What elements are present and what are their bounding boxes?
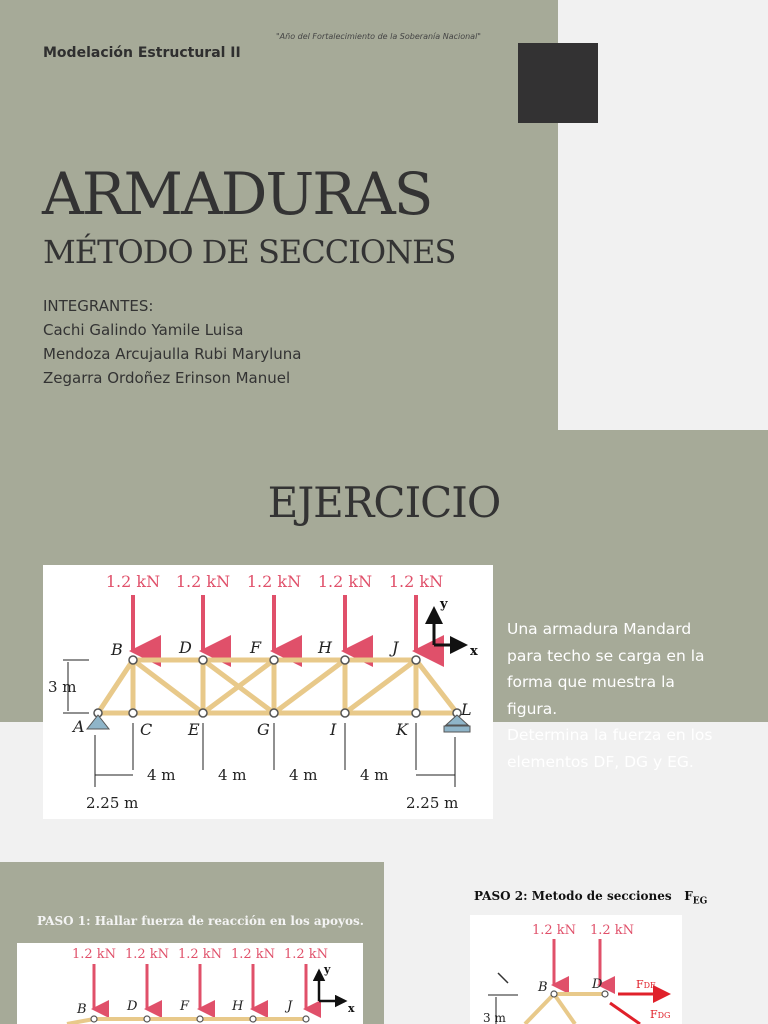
node-label: H bbox=[232, 999, 244, 1014]
problem-statement bbox=[507, 616, 757, 775]
step2-title bbox=[474, 889, 707, 906]
node-label: B bbox=[538, 980, 548, 995]
node-label: G bbox=[257, 720, 270, 739]
node-label: I bbox=[330, 720, 337, 739]
load-label: 1.2 kN bbox=[177, 947, 223, 962]
page-title: ARMADURAS bbox=[42, 160, 432, 228]
axes-icon bbox=[434, 609, 465, 645]
load-label: 1.2 kN bbox=[531, 923, 577, 938]
force-label: FDF bbox=[636, 978, 656, 991]
step2-figure bbox=[470, 915, 682, 1024]
exercise-title: EJERCICIO bbox=[267, 478, 501, 527]
step2-diagram bbox=[470, 915, 682, 1024]
span-label: 4 m bbox=[360, 766, 389, 784]
step2-force: F bbox=[684, 889, 693, 903]
span-label: 4 m bbox=[218, 766, 247, 784]
node-label: J bbox=[287, 999, 293, 1014]
load-label: 1.2 kN bbox=[71, 947, 117, 962]
pin-support-icon bbox=[87, 715, 109, 729]
load-label: 1.2 kN bbox=[124, 947, 170, 962]
step1-diagram bbox=[17, 943, 363, 1024]
load-label: 1.2 kN bbox=[589, 923, 635, 938]
end-label: 2.25 m bbox=[406, 794, 459, 812]
page-subtitle: MÉTODO DE SECCIONES bbox=[43, 233, 456, 271]
node-label: D bbox=[127, 999, 138, 1014]
load-label: 1.2 kN bbox=[230, 947, 276, 962]
load-label: 1.2 kN bbox=[246, 572, 302, 591]
node-label: L bbox=[461, 700, 472, 719]
member-name: Zegarra Ordoñez Erinson Manuel bbox=[43, 369, 291, 387]
statement-line: Determina la fuerza en los bbox=[507, 726, 713, 744]
node-label: F bbox=[250, 638, 262, 657]
node-label: J bbox=[392, 638, 399, 657]
step2-title-text: PASO 2: Metodo de secciones bbox=[474, 889, 672, 903]
statement-line: Una armadura Mandard bbox=[507, 620, 692, 638]
load-label: 1.2 kN bbox=[175, 572, 231, 591]
axes-icon bbox=[319, 971, 345, 1001]
statement-line: forma que muestra la bbox=[507, 673, 675, 691]
node-label: B bbox=[77, 1002, 87, 1017]
node-label: C bbox=[140, 720, 153, 739]
force-label: FDG bbox=[650, 1008, 671, 1021]
load-label: 1.2 kN bbox=[388, 572, 444, 591]
load-label: 1.2 kN bbox=[283, 947, 329, 962]
axis-x-label: x bbox=[348, 1002, 355, 1015]
axis-x-label: x bbox=[470, 644, 478, 659]
node-label: E bbox=[188, 720, 200, 739]
node-label: B bbox=[111, 640, 123, 659]
load-arrows bbox=[133, 595, 416, 651]
load-label: 1.2 kN bbox=[317, 572, 373, 591]
truss-figure bbox=[43, 565, 493, 819]
member-name: Cachi Galindo Yamile Luisa bbox=[43, 321, 244, 339]
truss-members bbox=[98, 660, 457, 713]
statement-line: figura. bbox=[507, 699, 558, 718]
axis-y-label: y bbox=[440, 597, 448, 612]
course-name: Modelación Estructural II bbox=[43, 45, 241, 61]
node-label: H bbox=[318, 638, 332, 657]
span-label: 4 m bbox=[147, 766, 176, 784]
statement-line: para techo se carga en la bbox=[507, 646, 705, 665]
member-name: Mendoza Arcujaulla Rubi Maryluna bbox=[43, 345, 302, 363]
node-label: D bbox=[179, 638, 192, 657]
decorative-square bbox=[518, 43, 598, 123]
axis-y-label: y bbox=[324, 963, 331, 976]
height-label: 3 m bbox=[48, 678, 77, 696]
span-label: 4 m bbox=[289, 766, 318, 784]
pointer-icon bbox=[498, 973, 508, 983]
step1-figure bbox=[17, 943, 363, 1024]
force-arrow-dg bbox=[610, 1003, 640, 1024]
node-label: D bbox=[592, 977, 603, 992]
truss-diagram bbox=[43, 565, 493, 819]
node-label: K bbox=[396, 720, 408, 739]
members-list bbox=[43, 294, 302, 390]
members-label: INTEGRANTES: bbox=[43, 297, 154, 315]
load-label: 1.2 kN bbox=[105, 572, 161, 591]
end-label: 2.25 m bbox=[86, 794, 139, 812]
step1-title: PASO 1: Hallar fuerza de reacción en los apoyos. bbox=[37, 914, 364, 928]
statement-line: elementos DF, DG y EG. bbox=[507, 752, 694, 771]
motto-text: "Año del Fortalecimiento de la Soberanía Nacional" bbox=[276, 32, 481, 41]
height-label: 3 m bbox=[483, 1011, 506, 1024]
node-label: A bbox=[73, 717, 85, 736]
node-label: F bbox=[180, 999, 190, 1014]
step2-force-sub: EG bbox=[692, 896, 708, 907]
